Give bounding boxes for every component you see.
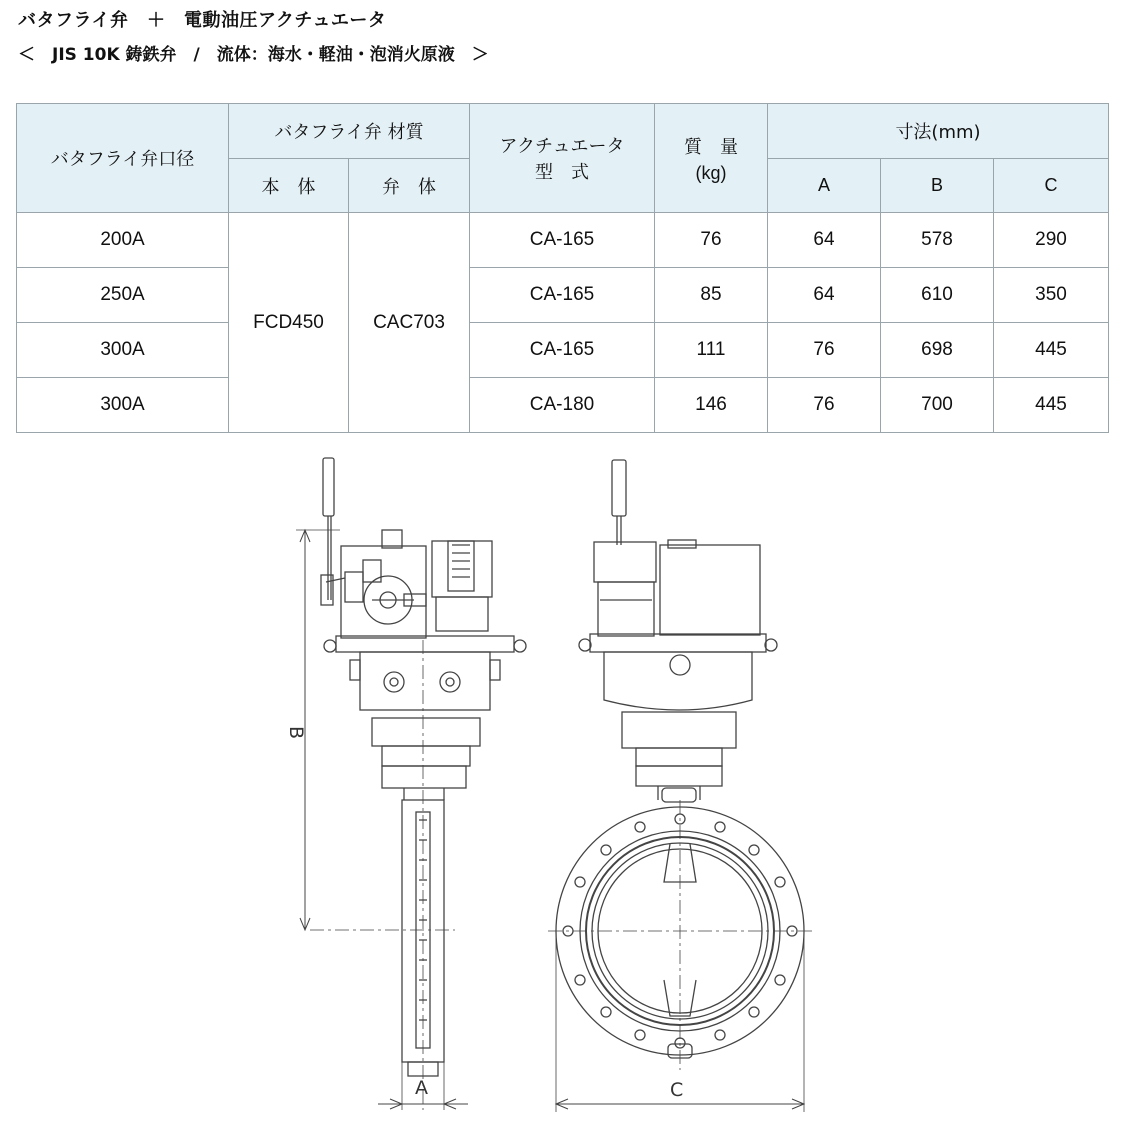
dim-a-label: A xyxy=(415,1077,428,1099)
cell-c: 290 xyxy=(994,213,1109,268)
header-b: B xyxy=(881,159,994,213)
cell-b: 610 xyxy=(881,268,994,323)
gearbox-front xyxy=(604,652,752,710)
side-view xyxy=(296,458,526,1110)
cell-a: 64 xyxy=(768,268,881,323)
header-bore: バタフライ弁口径 xyxy=(17,104,229,213)
gearbox xyxy=(360,652,490,710)
page-title: バタフライ弁 ＋ 電動油圧アクチュエータ xyxy=(18,10,387,31)
cell-disc-material: CAC703 xyxy=(349,213,470,433)
cell-b: 700 xyxy=(881,378,994,433)
cell-actuator: CA-165 xyxy=(470,213,655,268)
dim-b-label: B xyxy=(285,726,307,740)
actuator-base-front xyxy=(590,634,766,652)
header-a: A xyxy=(768,159,881,213)
handle-lever xyxy=(323,458,334,516)
cell-bore: 200A xyxy=(17,213,229,268)
cell-c: 350 xyxy=(994,268,1109,323)
cell-body-material: FCD450 xyxy=(229,213,349,433)
cell-bore: 300A xyxy=(17,323,229,378)
header-mass-line1: 質 量 xyxy=(684,136,738,158)
header-actuator-line2: 型 式 xyxy=(535,162,589,183)
header-material: バタフライ弁 材質 xyxy=(229,104,470,159)
cell-c: 445 xyxy=(994,323,1109,378)
header-c: C xyxy=(994,159,1109,213)
motor-box xyxy=(660,545,760,635)
handle-lever-front xyxy=(612,460,626,516)
cell-actuator: CA-165 xyxy=(470,323,655,378)
cell-b: 578 xyxy=(881,213,994,268)
cell-mass: 76 xyxy=(655,213,768,268)
dim-c-label: C xyxy=(670,1079,684,1101)
front-view xyxy=(548,460,812,1112)
header-disc: 弁 体 xyxy=(349,159,470,213)
cell-mass: 111 xyxy=(655,323,768,378)
page-subtitle: ＜ JIS 10K 鋳鉄弁 / 流体：海水・軽油・泡消火原液 ＞ xyxy=(18,45,489,65)
cell-actuator: CA-165 xyxy=(470,268,655,323)
header-mass-line2: (kg) xyxy=(695,162,727,183)
header-actuator-line1: アクチュエータ xyxy=(499,136,625,157)
header-dims: 寸法(mm) xyxy=(768,104,1109,159)
cell-c: 445 xyxy=(994,378,1109,433)
cell-a: 76 xyxy=(768,323,881,378)
header-body: 本 体 xyxy=(229,159,349,213)
cell-b: 698 xyxy=(881,323,994,378)
cell-a: 64 xyxy=(768,213,881,268)
cell-bore: 250A xyxy=(17,268,229,323)
cell-mass: 146 xyxy=(655,378,768,433)
cell-actuator: CA-180 xyxy=(470,378,655,433)
cell-bore: 300A xyxy=(17,378,229,433)
cell-mass: 85 xyxy=(655,268,768,323)
cell-a: 76 xyxy=(768,378,881,433)
